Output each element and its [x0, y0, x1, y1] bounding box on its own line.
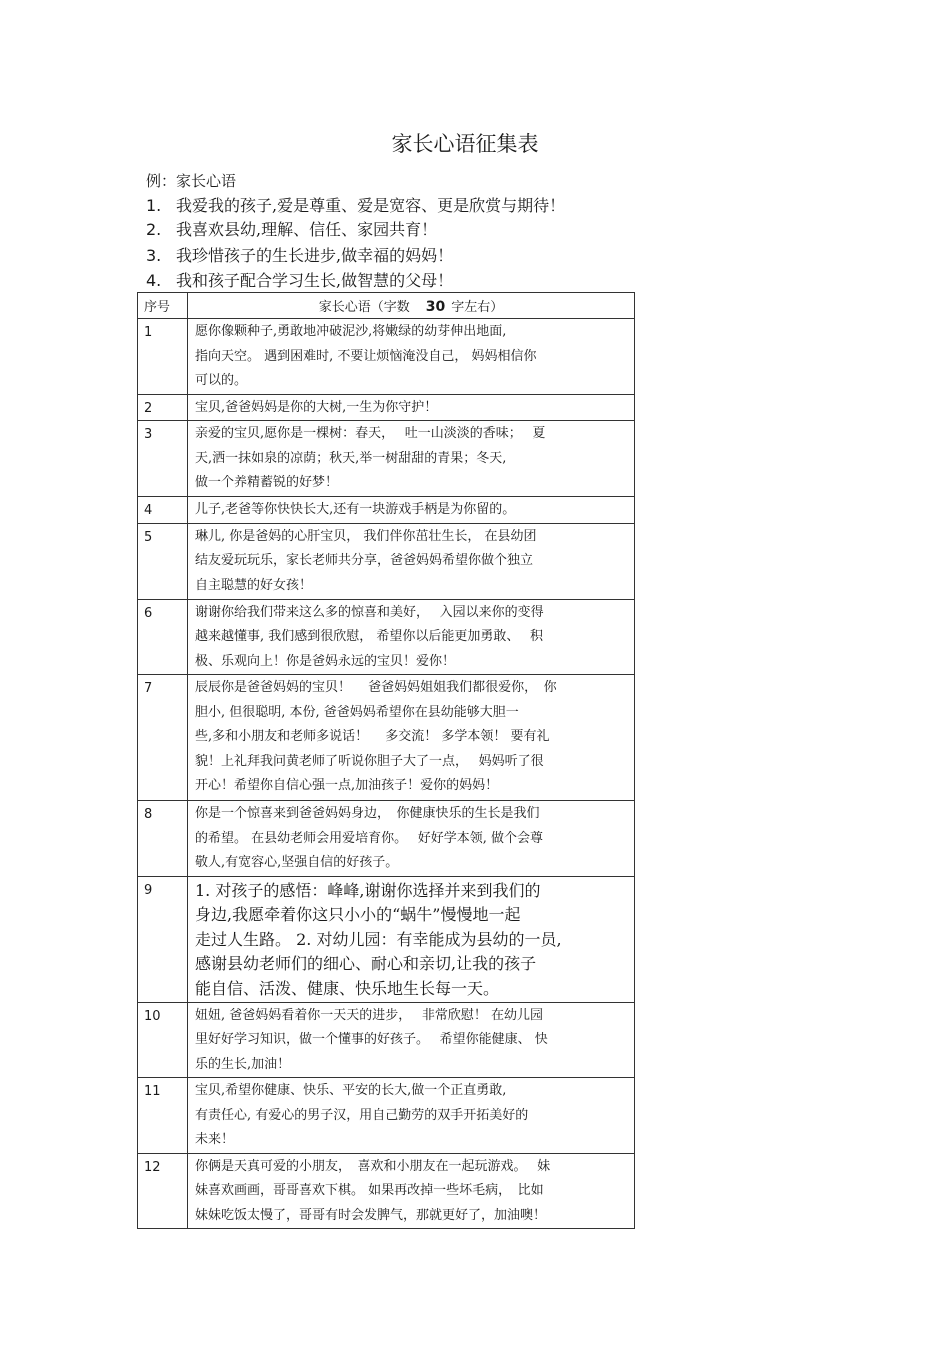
message-line: 有责任心, 有爱心的男子汉，用自己勤劳的双手开拓美好的: [195, 1107, 529, 1123]
row-number: 4: [138, 497, 188, 524]
message-line: 乐的生长,加油！: [195, 1056, 291, 1072]
message-line: 宝贝,爸爸妈妈是你的大树,一生为你守护！: [195, 399, 438, 415]
row-message: [188, 1153, 635, 1229]
example-number: 4.: [146, 271, 162, 290]
example-text: 我喜欢县幼,理解、信任、家园共育！: [176, 220, 438, 239]
row-number: 8: [138, 801, 188, 877]
message-line: 儿子,老爸等你快快长大,还有一块游戏手柄是为你留的。: [195, 502, 516, 517]
message-line: 能自信、活泼、健康、快乐地生长每一天。: [195, 978, 500, 998]
header-word-count: 30: [425, 299, 446, 315]
example-item: [146, 193, 565, 216]
message-line: 的希望。 在县幼老师会用爱培育你。 好好学本领, 做个会尊: [195, 830, 544, 846]
example-label: 例：家长心语: [146, 172, 237, 190]
table-row: [138, 1002, 635, 1078]
message-line: 你是一个惊喜来到爸爸妈妈身边， 你健康快乐的生长是我们: [195, 806, 540, 821]
example-text: 我和孩子配合学习生长,做智慧的父母！: [176, 271, 454, 290]
table-row: [138, 876, 635, 1002]
header-message: [188, 293, 635, 319]
row-number: 7: [138, 675, 188, 801]
message-line: 谢谢你给我们带来这么多的惊喜和美好， 入园以来你的变得: [195, 604, 544, 620]
message-line: 敬人,有宽容心,坚强自信的好孩子。: [195, 855, 399, 870]
row-number: 3: [138, 421, 188, 497]
row-message: [188, 523, 635, 599]
table-row: [138, 1078, 635, 1154]
message-line: 你俩是天真可爱的小朋友， 喜欢和小朋友在一起玩游戏。 妹: [195, 1158, 551, 1174]
message-line: 妞妞, 爸爸妈妈看着你一天天的进步， 非常欣慰！ 在幼儿园: [195, 1007, 544, 1023]
example-number: 1.: [146, 196, 162, 215]
row-message: [188, 497, 635, 524]
table-row: [138, 319, 635, 395]
table-row: [138, 394, 635, 421]
row-number: 2: [138, 394, 188, 421]
table-row: [138, 599, 635, 675]
message-line: 妹妹吃饭太慢了，哥哥有时会发脾气，那就更好了，加油噢！: [195, 1207, 547, 1223]
message-line: 胆小, 但很聪明, 本份, 爸爸妈妈希望你在县幼能够大胆一: [195, 704, 519, 720]
row-message: [188, 599, 635, 675]
message-line: 感谢县幼老师们的细心、耐心和亲切,让我的孩子: [195, 954, 537, 973]
message-line: 天,洒一抹如泉的凉荫；秋天,举一树甜甜的青果；冬天,: [195, 450, 507, 466]
message-line: 亲爱的宝贝,愿你是一棵树：春天， 吐一山淡淡的香味； 夏: [195, 426, 546, 441]
table-row: [138, 421, 635, 497]
row-message: [188, 421, 635, 497]
row-message: [188, 801, 635, 877]
example-number: 3.: [146, 246, 162, 265]
message-line: 琳儿, 你是爸妈的心肝宝贝， 我们伴你茁壮生长， 在县幼团: [195, 528, 537, 544]
message-line: 开心！希望你自信心强一点,加油孩子！爱你的妈妈！: [195, 778, 499, 793]
message-line: 做一个养精蓄锐的好梦！: [195, 475, 339, 490]
message-line: 身边,我愿牵着你这只小小的“蜗牛”慢慢地一起: [195, 905, 521, 924]
message-line: 1. 对孩子的感悟：峰峰,谢谢你选择并来到我们的: [195, 880, 541, 900]
message-line: 极、乐观向上！你是爸妈永远的宝贝！爱你！: [195, 653, 456, 669]
message-line: 愿你像颗种子,勇敢地冲破泥沙,将嫩绿的幼芽伸出地面,: [195, 324, 507, 339]
row-number: 6: [138, 599, 188, 675]
message-line: 貌！上礼拜我问黄老师了听说你胆子大了一点， 妈妈听了很: [195, 753, 544, 769]
message-line: 宝贝,希望你健康、快乐、平安的长大,做一个正直勇敢,: [195, 1083, 507, 1098]
message-line: 走过人生路。 2. 对幼儿园：有幸能成为县幼的一员,: [195, 929, 562, 949]
message-line: 些,多和小朋友和老师多说话！ 多交流！ 多学本领！ 要有礼: [195, 729, 550, 744]
row-number: 11: [138, 1078, 188, 1154]
message-line: 里好好学习知识，做一个懂事的好孩子。 希望你能健康、 快: [195, 1032, 548, 1047]
example-item: [146, 243, 453, 266]
messages-table: [137, 292, 635, 1229]
row-message: [188, 876, 635, 1002]
message-line: 自主聪慧的好女孩！: [195, 577, 313, 593]
example-item: [146, 217, 437, 240]
row-number: 1: [138, 319, 188, 395]
row-number: 10: [138, 1002, 188, 1078]
row-message: [188, 1002, 635, 1078]
row-message: [188, 675, 635, 801]
row-message: [188, 319, 635, 395]
row-number: 9: [138, 876, 188, 1002]
message-line: 未来！: [195, 1132, 235, 1147]
header-message-prefix: 家长心语（字数: [318, 300, 410, 315]
table-row: [138, 801, 635, 877]
message-line: 可以的。: [195, 373, 248, 388]
message-line: 结友爱玩玩乐，家长老师共分享，爸爸妈妈希望你做个独立: [195, 553, 534, 568]
row-number: 5: [138, 523, 188, 599]
page-title: 家长心语征集表: [391, 132, 539, 156]
message-line: 越来越懂事, 我们感到很欣慰， 希望你以后能更加勇敢、 积: [195, 629, 544, 644]
example-number: 2.: [146, 220, 162, 239]
message-line: 指向天空。 遇到困难时, 不要让烦恼淹没自己， 妈妈相信你: [195, 348, 537, 364]
row-number: 12: [138, 1153, 188, 1229]
table-row: [138, 1153, 635, 1229]
message-line: 辰辰你是爸爸妈妈的宝贝！ 爸爸妈妈姐姐我们都很爱你， 你: [195, 680, 557, 695]
row-message: [188, 394, 635, 421]
table-row: [138, 497, 635, 524]
example-item: [146, 268, 453, 291]
table-header-row: [138, 293, 635, 319]
header-message-suffix: 字左右）: [451, 300, 504, 315]
row-message: [188, 1078, 635, 1154]
table-row: [138, 675, 635, 801]
message-line: 妹喜欢画画，哥哥喜欢下棋。 如果再改掉一些坏毛病， 比如: [195, 1183, 544, 1198]
header-number: 序号: [138, 293, 188, 319]
example-text: 我爱我的孩子,爱是尊重、爱是宽容、更是欣赏与期待！: [176, 196, 566, 215]
table-row: [138, 523, 635, 599]
example-text: 我珍惜孩子的生长进步,做幸福的妈妈！: [176, 246, 454, 265]
